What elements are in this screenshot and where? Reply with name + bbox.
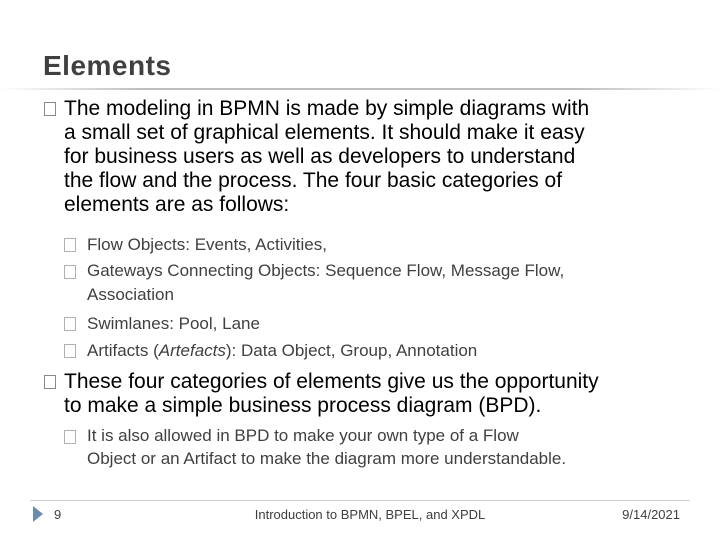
bullet-line: These four categories of elements give us the opportunity bbox=[64, 370, 599, 393]
footer-date: 9/14/2021 bbox=[622, 507, 680, 522]
sub-bullet-line: Swimlanes: Pool, Lane bbox=[87, 314, 260, 333]
bullet-line: the flow and the process. The four basic categories of bbox=[64, 169, 563, 192]
bullet-box-icon bbox=[64, 317, 76, 331]
bullet-line: for business users as well as developers to understand bbox=[64, 145, 576, 168]
sub-bullet-item bbox=[64, 232, 327, 258]
bullet-box-icon bbox=[64, 344, 76, 358]
sub-bullet-line: Object or an Artifact to make the diagram more understandable. bbox=[87, 449, 567, 468]
artifacts-prefix: Artifacts ( bbox=[87, 341, 159, 360]
bullet-line: a small set of graphical elements. It should make it easy bbox=[64, 121, 585, 144]
sub-bullet-item bbox=[64, 338, 477, 364]
slide-title: Elements bbox=[43, 50, 172, 81]
bullet-box-icon bbox=[44, 375, 56, 389]
sub-bullet-item bbox=[64, 424, 566, 470]
title-divider bbox=[0, 88, 720, 90]
bullet-line: The modeling in BPMN is made by simple diagrams with bbox=[64, 97, 590, 120]
artefacts-italic: Artefacts bbox=[158, 341, 226, 360]
bullet-item bbox=[44, 370, 599, 418]
artifacts-suffix: ): Data Object, Group, Annotation bbox=[225, 341, 478, 360]
sub-bullet-item bbox=[64, 311, 260, 337]
sub-bullet-line: Association bbox=[87, 285, 174, 304]
bullet-item bbox=[44, 97, 589, 217]
bullet-text bbox=[44, 97, 589, 217]
bullet-box-icon bbox=[64, 265, 76, 279]
sub-bullet-line: Flow Objects: Events, Activities, bbox=[87, 235, 327, 254]
bullet-line: elements are as follows: bbox=[64, 193, 290, 216]
sub-bullet-item bbox=[64, 259, 564, 307]
sub-bullet-line: Gateways Connecting Objects: Sequence Flow, Message Flow, bbox=[87, 261, 565, 280]
slide-marker-icon bbox=[33, 506, 43, 522]
sub-bullet-line bbox=[87, 338, 477, 364]
bullet-line: to make a simple business process diagram (BPD). bbox=[64, 394, 542, 417]
bullet-box-icon bbox=[44, 102, 56, 116]
bullet-box-icon bbox=[64, 238, 76, 252]
sub-bullet-line: It is also allowed in BPD to make your own type of a Flow bbox=[87, 426, 519, 445]
footer-title: Introduction to BPMN, BPEL, and XPDL bbox=[254, 507, 486, 522]
bullet-box-icon bbox=[64, 430, 76, 444]
footer-divider bbox=[30, 500, 690, 501]
slide-number: 9 bbox=[54, 507, 62, 522]
